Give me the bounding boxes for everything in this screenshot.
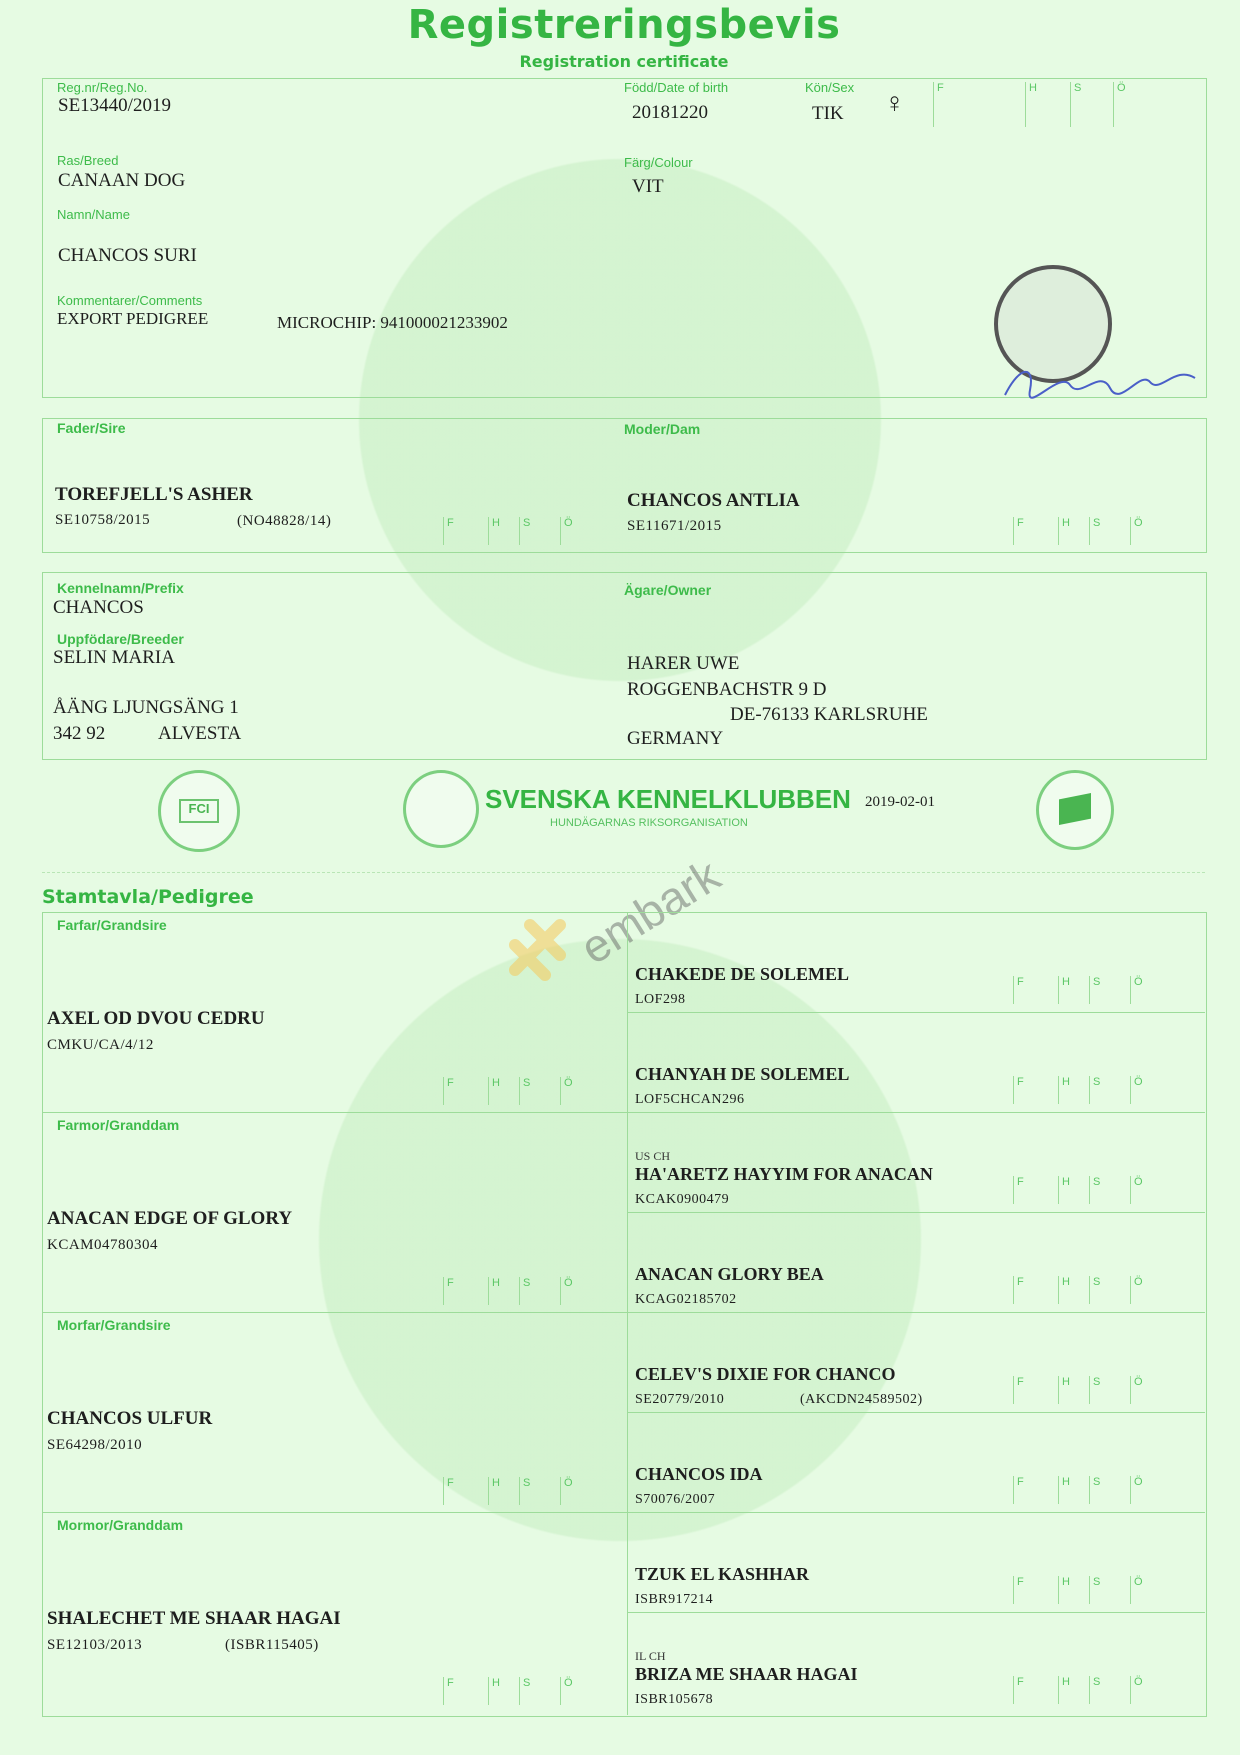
breeder-address: ÅÄNG LJUNGSÄNG 1 xyxy=(53,697,239,718)
grandparent-name: SHALECHET ME SHAAR HAGAI xyxy=(47,1608,341,1629)
fhso-s: S xyxy=(1089,1176,1100,1204)
row-divider xyxy=(42,1512,627,1513)
breed-label: Ras/Breed xyxy=(57,153,119,168)
breeder-name: SELIN MARIA xyxy=(53,647,175,668)
great-grandparent-reg: ISBR105678 xyxy=(635,1692,714,1707)
fhso-s: S xyxy=(1089,976,1100,1004)
great-grandparent-name: CHAKEDE DE SOLEMEL xyxy=(635,964,850,984)
breeder-zip: 342 92 xyxy=(53,723,106,744)
club-subtitle: HUNDÄGARNAS RIKSORGANISATION xyxy=(550,817,748,829)
fhso-o: Ö xyxy=(1130,1376,1143,1404)
great-grandparent-reg: KCAG02185702 xyxy=(635,1292,737,1307)
fhso-s: S xyxy=(1089,517,1100,545)
sire-reg-foreign: (NO48828/14) xyxy=(237,513,332,529)
breeder-city: ALVESTA xyxy=(158,723,242,744)
dam-label: Moder/Dam xyxy=(624,421,701,437)
great-grandparent-reg: SE20779/2010 xyxy=(635,1392,725,1407)
fhso-f: F xyxy=(933,82,944,127)
fhso-h: H xyxy=(1025,82,1037,127)
fhso-boxes xyxy=(443,1675,583,1705)
fhso-o: Ö xyxy=(560,517,573,545)
great-grandparent-name: CELEV'S DIXIE FOR CHANCO xyxy=(635,1364,896,1384)
fhso-s: S xyxy=(1089,1576,1100,1604)
skk-logo-icon xyxy=(403,770,479,848)
grandparent-name: ANACAN EDGE OF GLORY xyxy=(47,1208,293,1229)
fhso-o: Ö xyxy=(560,1477,573,1505)
fhso-f: F xyxy=(443,1677,454,1705)
grandparent-label: Farfar/Grandsire xyxy=(57,917,167,933)
colour-label: Färg/Colour xyxy=(624,155,693,170)
prefix-value: CHANCOS xyxy=(53,597,144,618)
owner-name: HARER UWE xyxy=(627,653,740,674)
fhso-h: H xyxy=(488,1077,500,1105)
grandparent-reg-foreign: (ISBR115405) xyxy=(225,1637,319,1653)
fhso-o: Ö xyxy=(560,1077,573,1105)
certificate-title: Registreringsbevis xyxy=(407,2,841,48)
grandparent-name: AXEL OD DVOU CEDRU xyxy=(47,1008,265,1029)
sire-label: Fader/Sire xyxy=(57,420,126,436)
fhso-boxes xyxy=(1013,974,1153,1004)
fci-logo-text: FCI xyxy=(179,799,219,823)
great-grandparent-name: CHANCOS IDA xyxy=(635,1464,763,1484)
sire-fhso xyxy=(443,515,583,545)
fhso-s: S xyxy=(519,1477,530,1505)
fhso-f: F xyxy=(1013,517,1024,545)
fhso-f: F xyxy=(1013,1176,1024,1204)
certificate-subtitle: Registration certificate xyxy=(519,52,729,71)
row-divider xyxy=(627,1012,1205,1013)
fhso-h: H xyxy=(1058,1576,1070,1604)
great-grandparent-name: CHANYAH DE SOLEMEL xyxy=(635,1064,850,1084)
owner-city: DE-76133 KARLSRUHE xyxy=(730,704,928,725)
fhso-s: S xyxy=(1089,1676,1100,1704)
pedigree-divider xyxy=(627,912,628,1715)
female-symbol-icon: ♀ xyxy=(884,88,905,119)
fhso-h: H xyxy=(488,1477,500,1505)
owner-country: GERMANY xyxy=(627,728,724,749)
dam-name: CHANCOS ANTLIA xyxy=(627,490,800,511)
great-grandparent-reg: LOF5CHCAN296 xyxy=(635,1092,745,1107)
fhso-o: Ö xyxy=(1113,82,1126,127)
reg-label: Reg.nr/Reg.No. xyxy=(57,80,148,95)
dam-fhso xyxy=(1013,515,1153,545)
fhso-h: H xyxy=(488,1277,500,1305)
fhso-h: H xyxy=(1058,1376,1070,1404)
prefix-label: Kennelnamn/Prefix xyxy=(57,580,184,596)
fhso-s: S xyxy=(1089,1476,1100,1504)
issue-date: 2019-02-01 xyxy=(865,794,935,810)
colour-value: VIT xyxy=(632,176,664,197)
grandparent-name: CHANCOS ULFUR xyxy=(47,1408,213,1429)
fhso-f: F xyxy=(1013,1276,1024,1304)
microchip-value: MICROCHIP: 941000021233902 xyxy=(277,313,508,332)
fhso-f: F xyxy=(1013,1476,1024,1504)
fhso-header xyxy=(933,80,1163,125)
owner-label: Ägare/Owner xyxy=(624,582,712,598)
great-grandparent-name: ANACAN GLORY BEA xyxy=(635,1264,824,1284)
fhso-f: F xyxy=(443,1077,454,1105)
grandparent-label: Farmor/Granddam xyxy=(57,1117,180,1133)
row-divider xyxy=(627,1412,1205,1413)
breeder-label: Uppfödare/Breeder xyxy=(57,631,184,647)
fhso-h: H xyxy=(1058,1276,1070,1304)
sex-value: TIK xyxy=(812,103,844,124)
fci-logo-icon xyxy=(158,770,240,852)
fhso-h: H xyxy=(1058,1676,1070,1704)
fhso-boxes xyxy=(1013,1374,1153,1404)
fhso-boxes xyxy=(443,1275,583,1305)
great-grandparent-name: HA'ARETZ HAYYIM FOR ANACAN xyxy=(635,1164,933,1184)
fhso-f: F xyxy=(1013,1676,1024,1704)
fhso-o: Ö xyxy=(1130,1276,1143,1304)
fhso-s: S xyxy=(519,517,530,545)
fhso-boxes xyxy=(1013,1674,1153,1704)
comments-label: Kommentarer/Comments xyxy=(57,293,203,308)
pedigree-title: Stamtavla/Pedigree xyxy=(42,886,254,908)
fhso-s: S xyxy=(519,1277,530,1305)
fhso-f: F xyxy=(1013,1376,1024,1404)
great-grandparent-name: TZUK EL KASHHAR xyxy=(635,1564,810,1584)
embark-watermark: embark xyxy=(571,848,729,975)
fhso-o: Ö xyxy=(1130,976,1143,1004)
fhso-boxes xyxy=(1013,1274,1153,1304)
fhso-o: Ö xyxy=(1130,1476,1143,1504)
fhso-s: S xyxy=(1070,82,1081,127)
nordic-kennel-union-logo-icon xyxy=(1036,770,1114,850)
name-label: Namn/Name xyxy=(57,207,130,222)
title-prefix: US CH xyxy=(635,1149,671,1163)
fhso-f: F xyxy=(443,1477,454,1505)
sire-reg: SE10758/2015 xyxy=(55,512,151,528)
row-divider xyxy=(627,1212,1205,1213)
grandparent-label: Morfar/Grandsire xyxy=(57,1317,171,1333)
fhso-boxes xyxy=(1013,1074,1153,1104)
grandparent-reg: CMKU/CA/4/12 xyxy=(47,1037,154,1053)
great-grandparent-reg: S70076/2007 xyxy=(635,1492,716,1507)
fhso-o: Ö xyxy=(1130,1076,1143,1104)
dam-reg: SE11671/2015 xyxy=(627,518,722,534)
grandparent-reg: SE12103/2013 xyxy=(47,1637,143,1653)
fhso-o: Ö xyxy=(1130,1676,1143,1704)
comment-value: EXPORT PEDIGREE xyxy=(57,309,209,328)
fhso-boxes xyxy=(1013,1574,1153,1604)
sire-name: TOREFJELL'S ASHER xyxy=(55,484,253,505)
owner-address: ROGGENBACHSTR 9 D xyxy=(627,679,827,700)
row-divider xyxy=(627,1112,1205,1113)
fhso-s: S xyxy=(1089,1076,1100,1104)
fhso-o: Ö xyxy=(1130,1576,1143,1604)
fhso-o: Ö xyxy=(1130,517,1143,545)
fhso-h: H xyxy=(1058,1076,1070,1104)
fhso-h: H xyxy=(1058,1176,1070,1204)
great-grandparent-reg: KCAK0900479 xyxy=(635,1192,730,1207)
fhso-o: Ö xyxy=(560,1677,573,1705)
sex-label: Kön/Sex xyxy=(805,80,855,95)
dob-label: Född/Date of birth xyxy=(624,80,729,95)
row-divider xyxy=(42,1312,627,1313)
fhso-boxes xyxy=(1013,1174,1153,1204)
signature-icon xyxy=(1000,360,1200,405)
row-divider xyxy=(627,1612,1205,1613)
row-divider xyxy=(627,1312,1205,1313)
grandparent-label: Mormor/Granddam xyxy=(57,1517,184,1533)
fhso-h: H xyxy=(1058,976,1070,1004)
fhso-f: F xyxy=(1013,1576,1024,1604)
reg-number: SE13440/2019 xyxy=(58,95,171,116)
divider xyxy=(42,872,1205,873)
fhso-s: S xyxy=(519,1077,530,1105)
fhso-s: S xyxy=(1089,1276,1100,1304)
great-grandparent-reg: ISBR917214 xyxy=(635,1592,714,1607)
fhso-h: H xyxy=(1058,517,1070,545)
fhso-h: H xyxy=(1058,1476,1070,1504)
fhso-s: S xyxy=(519,1677,530,1705)
fhso-f: F xyxy=(1013,1076,1024,1104)
dob-value: 20181220 xyxy=(632,102,708,123)
fhso-f: F xyxy=(443,1277,454,1305)
row-divider xyxy=(42,1112,627,1113)
great-grandparent-reg: LOF298 xyxy=(635,992,686,1007)
title-prefix: IL CH xyxy=(635,1649,666,1663)
fhso-h: H xyxy=(488,517,500,545)
dog-name: CHANCOS SURI xyxy=(58,245,197,266)
breed-value: CANAAN DOG xyxy=(58,170,186,191)
fhso-h: H xyxy=(488,1677,500,1705)
fhso-boxes xyxy=(443,1475,583,1505)
grandparent-reg: SE64298/2010 xyxy=(47,1437,143,1453)
fhso-f: F xyxy=(1013,976,1024,1004)
club-name: SVENSKA KENNELKLUBBEN xyxy=(485,784,851,814)
grandparent-reg: KCAM04780304 xyxy=(47,1237,159,1253)
fhso-o: Ö xyxy=(560,1277,573,1305)
great-grandparent-name: BRIZA ME SHAAR HAGAI xyxy=(635,1664,858,1684)
great-grandparent-reg-foreign: (AKCDN24589502) xyxy=(800,1392,923,1407)
fhso-f: F xyxy=(443,517,454,545)
fhso-s: S xyxy=(1089,1376,1100,1404)
row-divider xyxy=(627,1512,1205,1513)
fhso-boxes xyxy=(1013,1474,1153,1504)
fhso-o: Ö xyxy=(1130,1176,1143,1204)
fhso-boxes xyxy=(443,1075,583,1105)
